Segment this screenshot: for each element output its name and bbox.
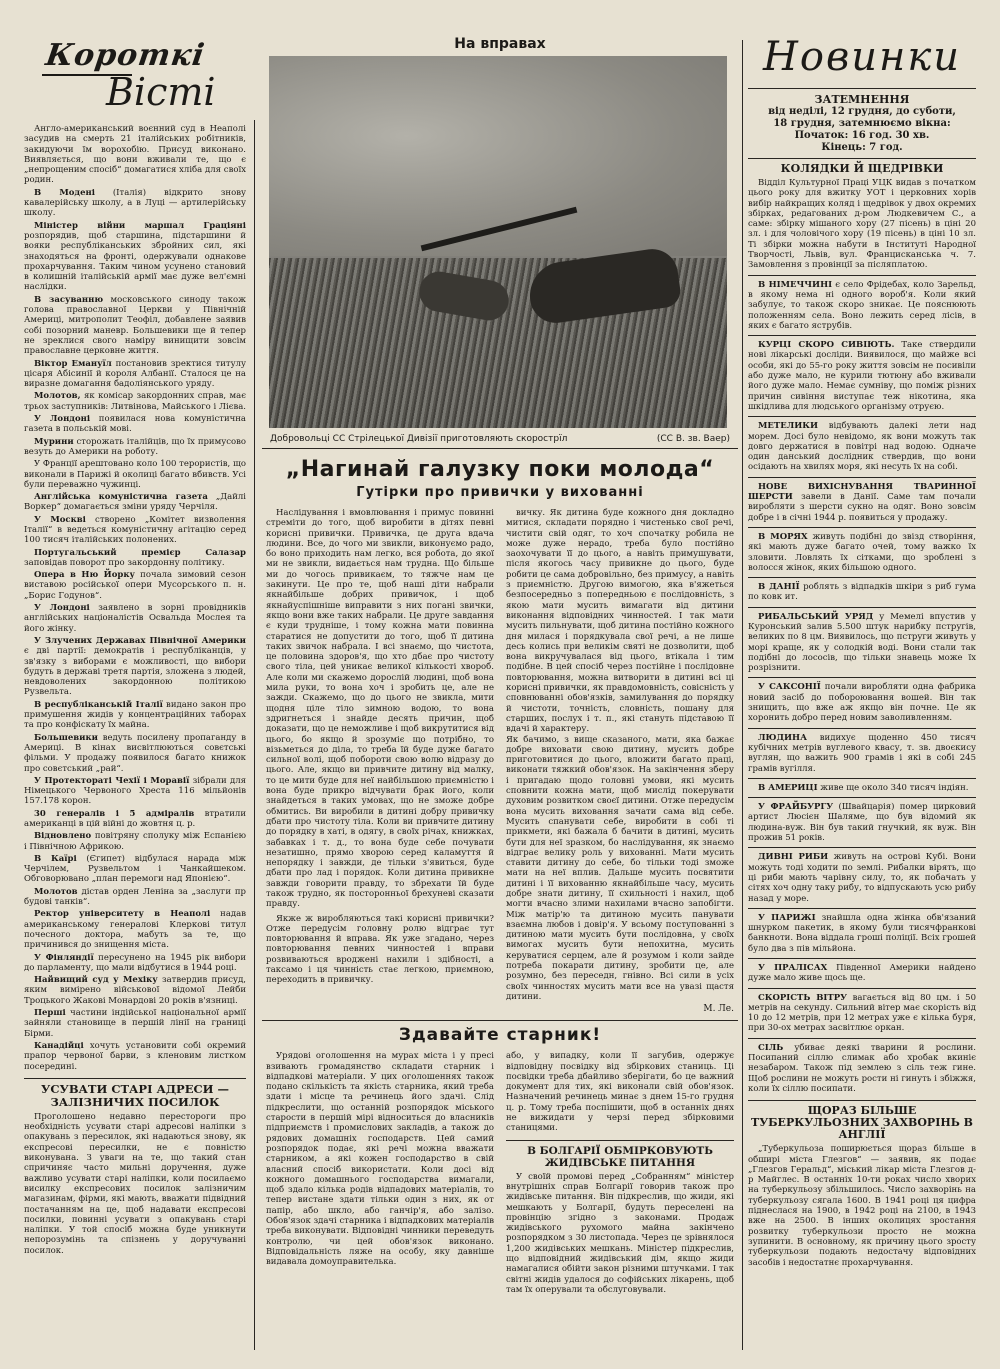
left-item-lead: Відновлено: [34, 831, 92, 842]
article-subtitle: Гутірки про привички у вихованні: [356, 485, 644, 500]
right-item-text: Таке ствердили нові лікарські досліди. Виявилося, що майже всі особи, які до 55-го року життя зовсім не посивіли або дуже мало, не курили тютюну або вживали його дуже мало. Немає сумніву, що поміж різних причин сивіння виступає теж нікотина, яка шкідлива для людського організму отруєю.: [748, 340, 976, 412]
left-item-text: сторожать італійців, що їх примусово везуть до Америки на роботу.: [24, 436, 246, 457]
divider: [748, 728, 976, 729]
left-item-lead: В засуванню: [34, 294, 104, 305]
bulgaria-text: У своїй промові перед „Собранням“ міністер внутрішніх справ Болгарії говорив також про жидівське питання. Він підкреслив, що жиди, які мешкають у Болгарії, будуть переселені на провінцію згідно з законами. Продаж жидівського рухомого майна закінчено розпорядком з 30 листопада. Через це зрівнялося 1,200 жидівських мешкань. Міністер підкреслив, що відповідний жидівський дім, якщо жиди намагалися обійти закон різними штучками. І так світні жидів удалося до софійських лікарень, щоб там їх оперували та обслуговували.: [506, 1171, 734, 1295]
left-item-text: зібрали для Німецького Червоного Хреста 116 мільйонів 157.178 корон.: [24, 775, 246, 807]
right-item: [748, 532, 976, 573]
divider: [748, 158, 976, 159]
left-item-lead: 30 генералів і 5 адміралів: [34, 808, 195, 819]
left-item-text: почала зимовий сезон виставою російської опери Мусорського п. н. „Борис Годунов“.: [24, 570, 246, 601]
divider: [748, 335, 976, 336]
right-item-lead: У ПРАЛІСАХ: [758, 963, 828, 973]
novynky-logo: Новинки: [762, 34, 961, 80]
article-col-1: Наслідування і вмовлювання і примус повинні стреміти до того, щоб виробити в дітях певні корисні привички. Привичка, це друга вдача людини. Все, до чого ми звикли, виконуємо радо, бо воно приходить нам легко, вся робота, до якої ми не звикли, видається нам трудна. Що більше ми до чогось привикаєм, то тяжче нам це закинути. Це про те, щоб наші діти набрали якнайбільше добрих привичок, і щоб якнайуспішніше виправити з них погані звички, якщо вони вже таких набрали. Це друге завдання є куди трудніше, і тому кожна мати повинна старатися не допустити до того, щоб її дитина таких звичок набрала. І всі знаємо, що чистота, це половина здоров'я, що хто дбає про чистоту свого тіла, цей уникає великої кількості хвороб. Але коли ми скажемо дорослій людині, щоб вона мила руки, то вона хоч і зробить це, але не зажди. Скажемо, що до цього не звикла, мити щодня ціле тіло зимною водою, то вона здригнеться і знайде десять причин, щоб доказати, що це неможливе і щоб викрутитися від цього, бо якщо й зрозуміє що потрібно, то візьметься до діла, то треба їй буде дуже багато сильної волі, щоб побороти свою волю відразу до цього. Але, якщо ви привчите дитину від малку, то це мити буде для неї найбільшою приємністю і вона буде прикро відчувати брак його, коли знайдеться в таких умовах, що не зможе добре обмитись. Ви виробили в дитині добру привичку дбати про чистоту тіла. Коли ви привчите дитину до порядку в хаті, в одягу, в своїх річах, книжках, забавках і т. д., то вона буде себе почувати незатишно, прямо хворою серед каламуття й непорядку і завжди, де тільки з'явиться, буде дбати про лад і порядок. Коли дитина привикне завжди говорити правду, то збрехати їй буде також трудно, як посторонньої брехуневі сказати правду.: [266, 508, 494, 910]
left-item-lead: Португальський премієр Салазар: [34, 547, 246, 558]
left-item-text: появилася нова комуністична газета в польській мові.: [24, 414, 246, 435]
left-item: [24, 1008, 246, 1039]
divider: [262, 448, 738, 449]
soldiers-photo: [269, 56, 727, 428]
left-item: [24, 548, 246, 569]
article-col-2: вичку. Як дитина буде кожного дня докладно митися, складати порядно і чистенько свої речі, чистити свій одяг, то хоч спочатку робила не може дуже нерадо, треба було постійно заохочувати її до цього, а навіть примушувати, після якогось часу привикне до цього, буде робити це сама добровільно, без примусу, а навіть з приємністю. Другою вимогою, яка в'яжеться безпосередньо з попередньою є послідовність, з якою мати мусить вимагати від дитини виконання відповідних чинностей. І так мати мусить пильнувати, щоб дитина постійно кожного дня милася і порядкувала свої речі, а не лише десь колись при великім святі не дозволити, щоб вона викручувалася від цього, втікала і тим подібне. В цей спосіб через постійне і послідовне повторювання, можна витворити в дитині всі ці корисні привички, як правдомовність, совісність у сповнюванні обов'язків, замилування до порядку й чистоти, точність, словність, пошану для старших, послух і т. п., які стануть підставою її вдачі й характеру. Як бачимо, з вище сказаного, мати, яка бажає добре виховати свою дитину, мусить добре приготовитися до цього, вложити багато праці, виконати тяжкий обов'язок. На закінчення зберу і пригадаю щодо головні умови, які мусить сповнити кожна мати, щоб мислід покерувати духовим розвитком своєї дитини. Отже передусім вона мусить виховання зачати сама від себе. Мусить спанувати себе, виробити в собі ті прикмети, які бажала б бачити в дитині, мусить бути для неї зразком, бо наслідування, як знаємо відграє велику роль у вихованні. Мати мусить ставити дитину до себе, бо тільки тоді зможе мати на неї вплив. Дальше мусить посвятити дитині і її вихованню якнайбільше часу, мусить добре знати дитину, її схильності і нахил, щоб могти вчасно злими нахилами вчасно запобігти. Між матір'ю та дитиною мусить панувати взаємна любов і довір'я. У всьому поступованні з дитиною мати мусить бути послідовна, у своїх вимогах мусить бути непохитна, мусить керуватися серцем, але й розумом і коли зайде потреба покарати дитину, зробити це, але розумно, без переседн, гнівно. Всі сили в усіх своїх чинностях мусить мати все на увазі щастя дитини.: [506, 508, 735, 1002]
right-item-text: завели в Данії. Саме там почали виробляти з шерсти сукно на одяг. Воно зовсім добре і в січні 1944 р. появиться у продажу.: [748, 492, 976, 523]
left-item-text: „Дайлі Воркер“ домагається зміни уряду Черчіля.: [24, 492, 246, 513]
left-item-text: створено „Комітет визволення Італії“ в ведеться комуністичну агітацію серед 100 тисяч італійських полонених.: [24, 514, 247, 546]
divider: [748, 1038, 976, 1039]
right-item-lead: В ДАНІЇ: [758, 582, 800, 593]
left-item: [24, 733, 246, 774]
left-item: [24, 975, 246, 1006]
right-item-lead: ДИВНІ РИБИ: [758, 852, 829, 863]
left-item: [24, 831, 246, 852]
left-item-text: розпорядив, щоб старшина, підстаршини й вояки республіканських збройних сил, які знаходяться на фронті, одержували однакове прохарчування. Таким чином усунено становий в колишній італійській армії має дуже вел'ємні наслідки.: [24, 230, 246, 293]
left-item: [24, 391, 246, 412]
tb-title: ЩОРАЗ БІЛЬШЕ ТУБЕРКУЛЬОЗНИХ ЗАХВОРІНЬ В АНГЛІЇ: [751, 1104, 973, 1142]
left-item-lead: Англійська комуністична газета: [34, 492, 208, 503]
blackout-box: [748, 93, 976, 154]
divider: [748, 577, 976, 578]
right-item-lead: У ПАРИЖІ: [758, 912, 816, 923]
divider: [262, 1020, 738, 1021]
right-item: [748, 783, 976, 793]
blackout-line-1: від неділі, 12 грудня, до суботи,: [768, 106, 956, 117]
divider: [748, 958, 976, 959]
left-item-lead: Опера в Ню Йорку: [34, 570, 135, 581]
right-item: [748, 682, 976, 723]
divider: [748, 847, 976, 848]
left-item-text: є дві партії: демократів і республіканців, у зв'язку з виборами є можливості, що вибори будуть в державі третя партія, зложена з людей, невдоволених закордонною політикою Рузвельта.: [24, 646, 246, 698]
left-item-text: постановив зректися титулу цісаря Абісинії й короля Албанії. Сталося це на виразне домагання бадоліянського уряду.: [24, 358, 246, 390]
right-item: [748, 733, 976, 774]
logo-line-1: Короткі: [43, 38, 208, 73]
right-item-lead: В МОРЯХ: [758, 531, 808, 542]
right-item-lead: КУРЦІ СКОРО СИВІЮТЬ.: [758, 340, 895, 351]
right-item-text: Південної Америки найдено дуже мало живе щось ще.: [748, 963, 976, 984]
left-item: [24, 603, 246, 634]
left-item: [24, 700, 246, 731]
left-item-lead: У Москві: [34, 514, 86, 525]
callout-col-2: або, у випадку, коли її загубив, одержує відповідну посвідку від збіркових станиць. Ці посвідки треба дбайливо зберігати, бо це важний документ для тих, які виконали свій обов'язок. Назначений речинець минає з днем 15-го грудня ц. р. Тому треба поспішити, щоб в останніх днях не вижидати у черзі перед збірковими станицями.: [506, 1051, 734, 1134]
blackout-line-2: 18 грудня, затемнюємо вікна:: [773, 118, 951, 129]
divider: [748, 527, 976, 528]
right-item: [748, 612, 976, 674]
left-item: [24, 459, 246, 490]
korotki-visti-logo: [24, 30, 246, 122]
right-item-lead: МЕТЕЛИКИ: [758, 421, 819, 432]
left-item-text: частини індійської національної армії зайняли становище в першій лінії на границі Бірми.: [24, 1008, 246, 1039]
tb-text: „Туберкульоза поширюється щораз більше в обширі міста Глезгов“ — заявив, як подає „Глезгов Геральд“, міський лікар міста Глезгов д-р Майглес. В останніх 10-ти роках число хворих на туберкульозу збільшилось. Число захворінь на туберкульозу сягала 1600. В 1941 році ця цифра піднеслася на 1900, в 1942 році на 2100, в 1943 вже на 2500. В інших околицях зростання розвитку туберкульози просто не можна зупинити. В основному, як причину цього зросту туберкульози подають недостачу відповідних засобів і недостатнє прохарчування.: [748, 1144, 976, 1268]
left-item-text: заявлено в зорні провідників англійських націоналістів Освальда Мослея та його жінку.: [24, 603, 246, 634]
left-item-text: (Італія) відкрито знову кавалерійську школу, а в Луці — артилерійську школу.: [24, 187, 247, 219]
left-item-text: заповідав поворот про закордонну політику.: [24, 557, 225, 568]
right-item: [748, 280, 976, 331]
left-item: [24, 221, 246, 293]
right-item-lead: У САКСОНІЇ: [758, 682, 821, 693]
left-item: [24, 295, 246, 357]
left-item: [24, 636, 246, 698]
left-item-lead: Ректор університету в Неаполі: [34, 909, 211, 920]
left-item: [24, 515, 246, 546]
left-item-lead: Міністер війни маршал Граціяні: [34, 220, 246, 231]
right-item-text: почали виробляти одна фабрика новий засіб до побороювання вошей. Він так знищить, що вже аж якщо він почне. Це як хоронить добро перед новим заволивленням.: [748, 682, 976, 724]
right-item: [748, 582, 976, 603]
left-column: [24, 30, 246, 1256]
photo-credit: (СС В. зв. Ваер): [656, 434, 730, 444]
left-item-text: видано закон про примушення жидів у концентраційних таборах та про конфіскату їх майна.: [24, 699, 246, 731]
left-item-lead: В республіканській Італії: [34, 699, 163, 710]
right-item-lead: В АМЕРИЦІ: [758, 782, 818, 793]
left-item: [24, 492, 246, 513]
left-item: [24, 909, 246, 950]
right-item: [748, 913, 976, 954]
left-item-lead: Найвищий суд у Мехіку: [34, 975, 158, 986]
right-column: [748, 30, 976, 1268]
left-item-lead: В Модені: [34, 187, 95, 198]
right-item-text: у Мемелі впустив у Куронський залив 5.500 штук нарибку пстругів, великих по 8 цм. Виявилось, що пструги живуть у морі краще, як у солодкій воді. Вони стали так подібні до лососів, що тільки знавець може їх розрізнити.: [748, 611, 977, 674]
middle-column: [262, 36, 738, 1295]
divider: [748, 1100, 976, 1101]
left-item: [24, 953, 246, 974]
photo-caption-row: [270, 434, 730, 444]
divider: [748, 778, 976, 779]
right-news-list: [748, 275, 976, 1095]
left-item-lead: Молотов: [34, 886, 78, 897]
right-item-text: роблять з відпадків шкіри з риб гума по ковк ит.: [748, 582, 976, 603]
right-item-text: живе ще около 340 тисяч індіян.: [817, 782, 969, 793]
left-item-text: пересунено на 1945 рік вибори до парламенту, що мали відбутися в 1944 році.: [24, 952, 246, 973]
divider: [748, 677, 976, 678]
right-item: [748, 482, 976, 523]
divider: [506, 1140, 734, 1141]
photo-title: На вправах: [454, 36, 546, 52]
right-item: [748, 993, 976, 1034]
left-item-lead: У Протектораті Чехії і Моравії: [34, 775, 190, 786]
left-item-lead: У Лондоні: [34, 414, 91, 425]
left-item-lead: У Лондоні: [34, 603, 90, 614]
right-item-lead: СКОРІСТЬ ВІТРУ: [758, 992, 847, 1003]
right-item-lead: ЛЮДИНА: [758, 732, 807, 743]
blackout-title: ЗАТЕМНЕННЯ: [814, 93, 910, 106]
divider: [748, 275, 976, 276]
left-item-lead: Большевики: [34, 732, 98, 743]
left-item: [24, 359, 246, 390]
left-item-text: (Єгипет) відбулася нарада між Черчілем, Рузвельтом і Чанкайшеком. Обговорювано „план перемоги над Японією“.: [24, 853, 246, 885]
kolyad-text: Відділ Культурної Праці УЦК видав з початком цього року для вжитку УОТ і церковних хорів вибір найкращих коляд і щедрівок у двох окремих збірках, редагованих д-ром Людкевичем С., а саме: збірку мішаного хору (27 пісень) в ціні 20 зл. і для чоловічого хору (19 пісень) в ціні 10 зл. Ті збірки можна набути в Інституті Народної Творчості, Львів, вул. Францисканська ч. 7. Замовлення з провінції за післяплатою.: [748, 178, 976, 271]
callout-col-1: Урядові оголошення на мурах міста і у пресі взивають громадянство складати старник і відпадкові матеріали. У цих оголошеннях також подано скількість та якість старника, який треба здати і місце та речинець його здачі. Слід підкреслити, що останній розпорядок міського старости в першій мірі відноситься до власників підприємств і промислових закладів, а також до рядових домашніх господарств. Цей самий розпорядок подає, які речі можна вважати старником, а які кожен господарство в свій власний спосіб використати. Коли досі від кожного домашнього господарства вимагали, щоб здало кілька родів відпадових матеріалів, то тепер вистане здати тільки один з них, як от папір, або шкло, або ганчір'я, або залізо. Обов'язок здачі старника і відпадкових матеріалів треба виконувати. Відповідні чинники переведуть контролю, чи цей обов'язок виконано. Відповідальність ляже на особу, яку давніше видавала домоуправителька.: [266, 1051, 494, 1268]
right-item-lead: У ФРАЙБУРГУ: [758, 802, 834, 813]
addresses-title: УСУВАТИ СТАРІ АДРЕСИ — ЗАЛІЗНИЧИХ ПОСИЛОК: [41, 1081, 229, 1109]
left-item-text: У Франції арештовано коло 100 терористів, що виконали в Парижі й околиці багато вбивств. Усі були переважно чужинці.: [24, 459, 246, 490]
left-news-list: [24, 124, 246, 1072]
left-item: [24, 1041, 246, 1072]
left-item-text: надав американському генералові Клеркові титул почесного доктора, мабуть за те, що причинився до знищення міста.: [24, 909, 246, 951]
left-item-text: дістав орден Леніна за „заслуги пр будові танків“.: [24, 886, 246, 908]
left-item: [24, 570, 246, 601]
divider: [748, 477, 976, 478]
right-item-lead: В НІМЕЧЧИНІ: [758, 279, 833, 290]
divider: [24, 1078, 246, 1079]
article-body: [262, 508, 738, 1014]
logo-line-2: Вісті: [106, 70, 216, 114]
left-item: [24, 887, 246, 908]
left-item-lead: Молотов,: [34, 391, 81, 402]
right-item-lead: НОВЕ ВИХІСНУВАННЯ ТВАРИННОЇ ШЕРСТИ: [748, 481, 976, 503]
blackout-line-4: Кінець: 7 год.: [821, 142, 903, 153]
kolyad-title: КОЛЯДКИ Й ЩЕДРІВКИ: [780, 162, 944, 175]
left-item-text: ведуть посилену пропаганду в Америці. В кінах висвітлюються совєтські фільми. У продажу появилося багато книжок про совєтський „рай“.: [24, 732, 246, 774]
right-item-text: відбувають далекі лети над морем. Досі було невідомо, як вони можуть так довго держатися в повітрі над водою. Одначе один данський дослідник ствердив, що вони осідають на хвилях моря, які несуть їх на собі.: [748, 421, 976, 473]
right-item-text: є село Фрідебах, коло Зарельд, в якому нема ні одного вороб'я. Коли який забулує, то також скоро зникає. Це пояснюють положенням села. Воно лежить серед лісів, в яких є багато яструбів.: [748, 279, 976, 331]
right-item-text: убиває деякі тварини й рослини. Посипаний сіллю слимак або хробак вкиніє незабаром. Також під землею з сіль теж гине. Щоб рослини не можуть рости ні гинуть і збіжжя, коли їх сіллю посипати.: [748, 1042, 976, 1094]
article-signature: М. Ле.: [703, 1004, 734, 1015]
left-item-lead: Перші: [34, 1008, 66, 1019]
divider: [748, 908, 976, 909]
article-col-1b: Якже ж виробляються такі корисні привички? Отже передусім головну ролю відграє тут повторювання й вправа. Як уже згадано, через повторювання певних чинностей і вправи розвиваються вроджені нахили і здібності, а таксамо і ця чинність стає легкою, приємною, переходить в привичку.: [266, 913, 494, 986]
left-item-lead: У Злучених Державах Північної Америки: [34, 635, 246, 646]
right-item-text: знайшла одна жінка обв'язаний шнурком пакетик, в якому були тисячфранкові банкноти. Вона віддала гроші поліції. Всіх грошей було два з пів мільйона.: [748, 912, 976, 954]
right-item-text: видихує щоденно 450 тисяч кубічних метрів вуглевого квасу, т. зв. двоєкису вуглян, що важить 900 грамів і які в собі 245 грамів вугілля.: [748, 732, 976, 774]
left-item: [24, 414, 246, 435]
right-item: [748, 802, 976, 843]
divider: [748, 607, 976, 608]
left-item-text: хочуть установити собі окремий прапор червоної барви, з кленовим листком посередині.: [24, 1040, 246, 1072]
right-item-text: живуть подібні до звізд створіння, які мають дуже багато очей, тому важко їх зловити. Ловлять їх сітками, що зроблені з волосся жінок, яких більшою одного.: [748, 531, 976, 573]
right-item-text: вагається від 80 цм. і 50 метрів на секунду. Сильний вітер має скорість від 10 до 12 метрів, при 12 метрах уже є кілька буря, при 30-ох метрах засвітлює оркан.: [748, 992, 976, 1034]
right-item-text: живуть на острові Кубі. Вони можуть тоді ходити по землі. Рибалки вірять, що ці риби мають чарівну силу, то, як побачать у сітях хоч одну таку рибу, то відпускають усю рибу назад у море.: [748, 852, 976, 904]
left-item: [24, 776, 246, 807]
right-item: [748, 421, 976, 472]
right-item-text: (Швайцарія) помер цирковий артист Люсієн Шаляме, що був відомий як людина-вуж. Він був такий гнучкий, як вуж. Він прожив 51 років.: [748, 802, 977, 844]
divider: [748, 88, 976, 89]
right-item-lead: РИБАЛЬСЬКИЙ УРЯД: [758, 611, 874, 622]
callout-body: [262, 1051, 738, 1295]
callout-title: Здавайте старник!: [398, 1025, 602, 1046]
left-item-text: Англо-американський воєнний суд в Неаполі засудив на смерть 21 італійських робітників, закидуючи їм ворохобію. Присуд виконано. Виявляється, що вони вживали те, що є „непрощеним спосіб“ домагатися хліба для своїх родин.: [24, 124, 246, 186]
column-rule-right: [742, 40, 743, 1350]
left-item-text: затвердив присуд, яким вимірено військової відомої Лейби Троцького Жакові Монардові 20 років в'язниці.: [24, 975, 246, 1006]
right-item: [748, 340, 976, 412]
right-item: [748, 963, 976, 984]
left-item-lead: Мурини: [34, 436, 74, 447]
left-item-text: повітряну сполуку між Еспанією і Північною Африкою.: [24, 831, 246, 852]
article-title: „Нагинай галузку поки молода“: [285, 457, 715, 482]
left-item: [24, 188, 246, 219]
divider: [748, 416, 976, 417]
blackout-line-3: Початок: 16 год. 30 хв.: [794, 130, 930, 141]
divider: [748, 797, 976, 798]
left-item: [24, 809, 246, 830]
right-item: [748, 1043, 976, 1094]
left-item-text: московського синоду також голова православної Церкви у Північній Америці, митрополит Теофіл, добавлене заявив собі позорний маневр. Большевики ще й тепер не зреклися свого наміру винищити зовсім православне церковне життя.: [24, 294, 246, 357]
bulgaria-title: В БОЛГАРІЇ ОБМІРКОВУЮТЬ ЖИДІВСЬКЕ ПИТАННЯ: [527, 1144, 713, 1169]
left-item-text: як комісар закордонних справ, має трьох заступників: Литвінова, Майського і Лієва.: [24, 391, 247, 412]
divider: [748, 988, 976, 989]
left-item-lead: В Каїрі: [34, 853, 77, 864]
left-item-lead: Канадійці: [34, 1040, 84, 1051]
left-item: [24, 437, 246, 458]
right-item-lead: СІЛЬ: [758, 1042, 784, 1053]
photo-caption: Добровольці СС Стрілецької Дивізії приготовляють скорострїл: [270, 434, 568, 444]
left-item-lead: У Фінляндії: [34, 952, 94, 963]
left-item-lead: Віктор Емануїл: [34, 358, 112, 369]
right-item: [748, 852, 976, 903]
column-rule-left: [254, 120, 255, 1350]
addresses-text: Проголошено недавно перестороги про необхідність усувати старі адресові наліпки з опакувань з пересилок, які надаються знову, як експресові пересилки, не є повністю виконувана. З уваги на те, що такий стан спричиняє часто мильні доручення, дуже важливо усувати старі наліпки, коли посилаємо висилку експресових посилок залізничим магазинам, фірми, які мають, вважати підвідний постачанням на це, щоб надавати експресові посилки, повинні усувати з опакувань старі наліпки. У той спосіб можна буде уникнути непорозумінь та спізнень у доручуванні посилок.: [24, 1111, 246, 1256]
left-item: [24, 854, 246, 885]
left-item: [24, 124, 246, 186]
left-item-text: втратили американці в цій війні до жовтня ц. р.: [24, 808, 246, 829]
